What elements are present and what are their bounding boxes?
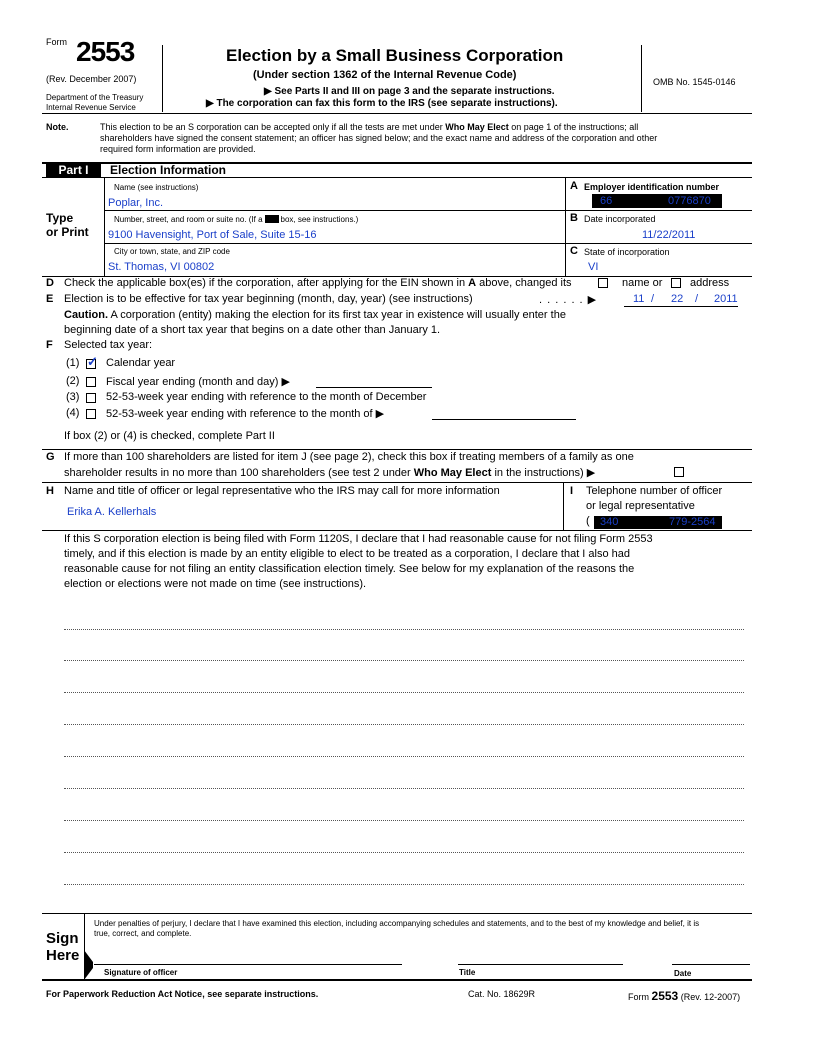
effective-day-value[interactable]: 22 — [671, 293, 684, 305]
week-year-december-label: 52-53-week year ending with reference to the month of December — [106, 391, 427, 403]
telephone-label: Telephone number of officer — [586, 485, 723, 497]
week-year-month-label: 52-53-week year ending with reference to the month of ▶ — [106, 408, 385, 420]
week-year-month-input-line[interactable] — [432, 419, 576, 420]
caution-text: Caution. A corporation (entity) making the election for its first tax year in existence will usually enter the — [64, 309, 566, 321]
note-text-3: required form information are provided. — [100, 144, 256, 154]
fax-note: ▶ The corporation can fax this form to the IRS (see separate instructions). — [206, 98, 558, 109]
item-a-letter: A — [570, 180, 578, 192]
name-label: Name (see instructions) — [114, 183, 199, 192]
corporation-name-value[interactable]: Poplar, Inc. — [108, 197, 164, 209]
explanation-line[interactable] — [64, 692, 744, 693]
department: Department of the Treasury — [46, 93, 144, 102]
item-b-letter: B — [570, 212, 578, 224]
explanation-line[interactable] — [64, 852, 744, 853]
catalog-number: Cat. No. 18629R — [468, 989, 536, 999]
fiscal-year-checkbox[interactable] — [86, 377, 96, 387]
line-h-text: Name and title of officer or legal representative who the IRS may call for more information — [64, 485, 500, 497]
paperwork-notice: For Paperwork Reduction Act Notice, see separate instructions. — [46, 989, 319, 999]
line-d-letter: D — [46, 277, 54, 289]
line-e-text: Election is to be effective for tax year beginning (month, day, year) (see instructions) — [64, 293, 473, 305]
date-slash-2: / — [695, 293, 699, 305]
line-g-text: If more than 100 shareholders are listed for item J (see page 2), check this box if treating members of a family as one — [64, 451, 634, 463]
date-incorporated-label: Date incorporated — [584, 214, 656, 224]
ein-prefix-value[interactable]: 66 — [600, 195, 613, 207]
see-parts-note: ▶ See Parts II and III on page 3 and the separate instructions. — [264, 86, 555, 97]
part-1-title: Election Information — [110, 163, 227, 177]
omb-number: OMB No. 1545-0146 — [653, 77, 736, 87]
phone-area-code-value[interactable]: 340 — [600, 516, 619, 528]
late-election-text-3: reasonable cause for not filing an entity classification election timely. See below for my explanation of the reasons the — [64, 563, 635, 575]
date-slash-1: / — [651, 293, 655, 305]
or-print-label: or Print — [46, 225, 89, 239]
sign-label: Sign — [46, 930, 79, 947]
explanation-line[interactable] — [64, 788, 744, 789]
phone-number-value[interactable]: 779-2564 — [669, 516, 716, 528]
line-h-letter: H — [46, 485, 54, 497]
state-incorporation-label: State of incorporation — [584, 247, 670, 257]
ein-number-value[interactable]: 0776870 — [668, 195, 711, 207]
caution-text-2: beginning date of a short tax year that begins on a date other than January 1. — [64, 324, 441, 336]
fiscal-year-label: Fiscal year ending (month and day) ▶ — [106, 376, 290, 388]
here-label: Here — [46, 947, 80, 964]
explanation-line[interactable] — [64, 629, 744, 630]
date-field[interactable] — [672, 964, 750, 965]
form-word: Form — [46, 37, 67, 47]
note-label: Note. — [46, 122, 69, 132]
late-election-text-2: timely, and if this election is made by an entity eligible to elect to be treated as a corporation, I declare that I also had — [64, 548, 631, 560]
late-election-text-4: election or elections were not made on time (see instructions). — [64, 578, 367, 590]
title-label: Title — [459, 968, 476, 977]
note-text: This election to be an S corporation can be accepted only if all the tests are met under Who May Elect on page 1 of the instructions; all — [100, 122, 639, 132]
explanation-line[interactable] — [64, 884, 744, 885]
option-2-number: (2) — [66, 375, 80, 387]
irs-service: Internal Revenue Service — [46, 103, 136, 112]
name-or-label: name or — [622, 277, 663, 289]
street-label: Number, street, and room or suite no. (If a box, see instructions.) — [114, 215, 359, 224]
city-label: City or town, state, and ZIP code — [114, 247, 230, 256]
type-label: Type — [46, 211, 74, 225]
form-title: Election by a Small Business Corporation — [226, 46, 564, 65]
telephone-label-2: or legal representative — [586, 500, 695, 512]
line-d-text: Check the applicable box(es) if the corporation, after applying for the EIN shown in A above, changed its — [64, 277, 572, 289]
week-year-december-checkbox[interactable] — [86, 393, 96, 403]
option-4-number: (4) — [66, 407, 80, 419]
part-1-badge: Part I — [46, 163, 101, 177]
revision-date: (Rev. December 2007) — [46, 74, 137, 84]
item-c-letter: C — [570, 245, 578, 257]
calendar-year-label: Calendar year — [106, 357, 176, 369]
form-subtitle: (Under section 1362 of the Internal Revenue Code) — [253, 69, 517, 81]
city-state-zip-value[interactable]: St. Thomas, VI 00802 — [108, 261, 215, 273]
signature-field[interactable] — [94, 964, 402, 965]
family-members-checkbox[interactable] — [674, 467, 684, 477]
footer-form: Form 2553 (Rev. 12-2007) — [628, 989, 741, 1003]
option-3-number: (3) — [66, 391, 80, 403]
explanation-line[interactable] — [64, 660, 744, 661]
line-g-letter: G — [46, 451, 55, 463]
address-label: address — [690, 277, 730, 289]
option-1-number: (1) — [66, 357, 80, 369]
line-f-title: Selected tax year: — [64, 339, 153, 351]
form-number: 2553 — [76, 36, 135, 67]
line-g-text-2: shareholder results in no more than 100 shareholders (see test 2 under Who May Elect in the instructions) ▶ — [64, 467, 596, 479]
fiscal-year-input-line[interactable] — [316, 387, 432, 388]
explanation-line[interactable] — [64, 724, 744, 725]
effective-year-value[interactable]: 2011 — [714, 293, 738, 305]
ein-label: Employer identification number — [584, 182, 720, 192]
perjury-statement-2: true, correct, and complete. — [94, 929, 192, 938]
note-text-2: shareholders have signed the consent statement; an officer has signed below; and the exact name and address of the corporation and other — [100, 133, 658, 143]
late-election-text: If this S corporation election is being filed with Form 1120S, I declare that I had reasonable cause for not filing Form 2553 — [64, 533, 653, 545]
date-label: Date — [674, 969, 692, 978]
line-f-letter: F — [46, 339, 53, 351]
line-e-letter: E — [46, 293, 54, 305]
title-field[interactable] — [458, 964, 623, 965]
line-i-letter: I — [570, 485, 574, 497]
signature-label: Signature of officer — [104, 968, 178, 977]
explanation-line[interactable] — [64, 756, 744, 757]
name-changed-checkbox[interactable] — [598, 278, 608, 288]
address-changed-checkbox[interactable] — [671, 278, 681, 288]
line-e-leader: . . . . . . ▶ — [539, 294, 598, 306]
sign-arrow-icon — [84, 950, 94, 980]
date-incorporated-value[interactable]: 11/22/2011 — [642, 229, 696, 241]
state-incorporation-value[interactable]: VI — [588, 261, 599, 273]
week-year-month-checkbox[interactable] — [86, 409, 96, 419]
checkmark-icon: ✓ — [87, 354, 98, 369]
perjury-statement: Under penalties of perjury, I declare that I have examined this election, including accompanying schedules and statements, and to the best of my knowledge and belief, it is — [94, 919, 700, 928]
effective-month-value[interactable]: 11 — [633, 293, 645, 305]
part-2-note: If box (2) or (4) is checked, complete Part II — [64, 430, 275, 442]
street-address-value[interactable]: 9100 Havensight, Port of Sale, Suite 15-16 — [108, 229, 317, 241]
explanation-line[interactable] — [64, 820, 744, 821]
contact-name-value[interactable]: Erika A. Kellerhals — [67, 506, 157, 518]
phone-paren: ( — [586, 515, 590, 527]
